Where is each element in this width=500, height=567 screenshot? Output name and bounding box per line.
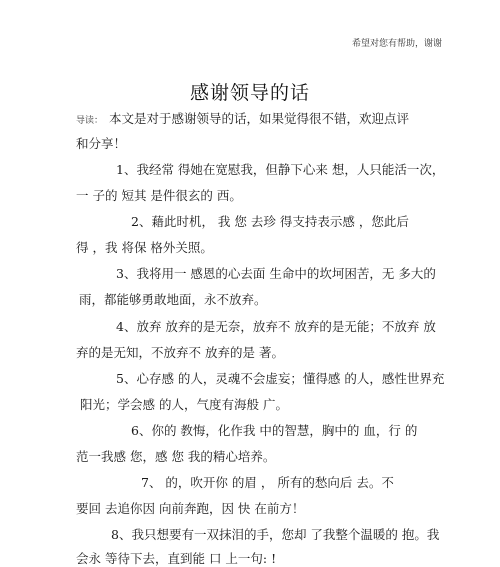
paragraph-5-line-1: 5、心存感 的人，灵魂不会虚妄；懂得感 的人，感性世界充 xyxy=(116,371,445,386)
paragraph-2-line-2: 得 ，我 将保 格外关照。 xyxy=(76,240,213,255)
paragraph-3-line-2: 雨，都能够勇敢地面，永不放弃。 xyxy=(79,292,267,307)
intro-label: 导读： xyxy=(76,116,104,126)
paragraph-6-line-2: 范一我感 您，感 您 我的精心培养。 xyxy=(76,449,276,464)
intro-text-1: 本文是对于感谢领导的话，如果觉得很不错，欢迎点评 xyxy=(109,111,410,126)
page-title: 感谢领导的话 xyxy=(189,82,310,104)
paragraph-1-line-2: 一 子的 短其 是件很玄的 西。 xyxy=(76,188,242,203)
paragraph-2-line-1: 2、藉此时机， 我 您 去珍 得支持表示感 ，您此后 xyxy=(131,214,409,229)
paragraph-4-line-2: 弃的是无知，不放弃不 放弃的是 著。 xyxy=(76,345,284,360)
paragraph-3-line-1: 3、我将用一 感恩的心去面 生命中的坎坷困苦，无 多大的 xyxy=(116,266,436,281)
header-note: 希望对您有帮助，谢谢 xyxy=(351,39,442,49)
paragraph-8-line-2: 会永 等待下去，直到能 口 上一句: ! xyxy=(76,551,277,566)
paragraph-4-line-1: 4、放弃 放弃的是无奈，放弃不 放弃的是无能；不放弃 放 xyxy=(116,319,436,334)
paragraph-7-line-2: 要回 去追你因 向前奔跑，因 快 在前方！ xyxy=(76,501,305,516)
paragraph-6-line-1: 6、你的 教悔，化作我 中的智慧，胸中的 血，行 的 xyxy=(131,423,418,438)
intro-line-2: 和分享！ xyxy=(76,136,127,151)
paragraph-7-line-1: 7、 的，吹开你 的眉 ， 所有的愁向后 去。不 xyxy=(141,475,394,490)
paragraph-5-line-2: 阳光；学会感 的人，气度有海般 广。 xyxy=(80,397,288,412)
intro-line-1 xyxy=(76,109,409,127)
paragraph-8-line-1: 8、我只想要有一双抹泪的手，您却 了我整个温暖的 抱。我 xyxy=(111,527,440,542)
paragraph-1-line-1: 1、我经常 得她在宽慰我，但静下心来 想，人只能活一次， xyxy=(116,162,445,177)
